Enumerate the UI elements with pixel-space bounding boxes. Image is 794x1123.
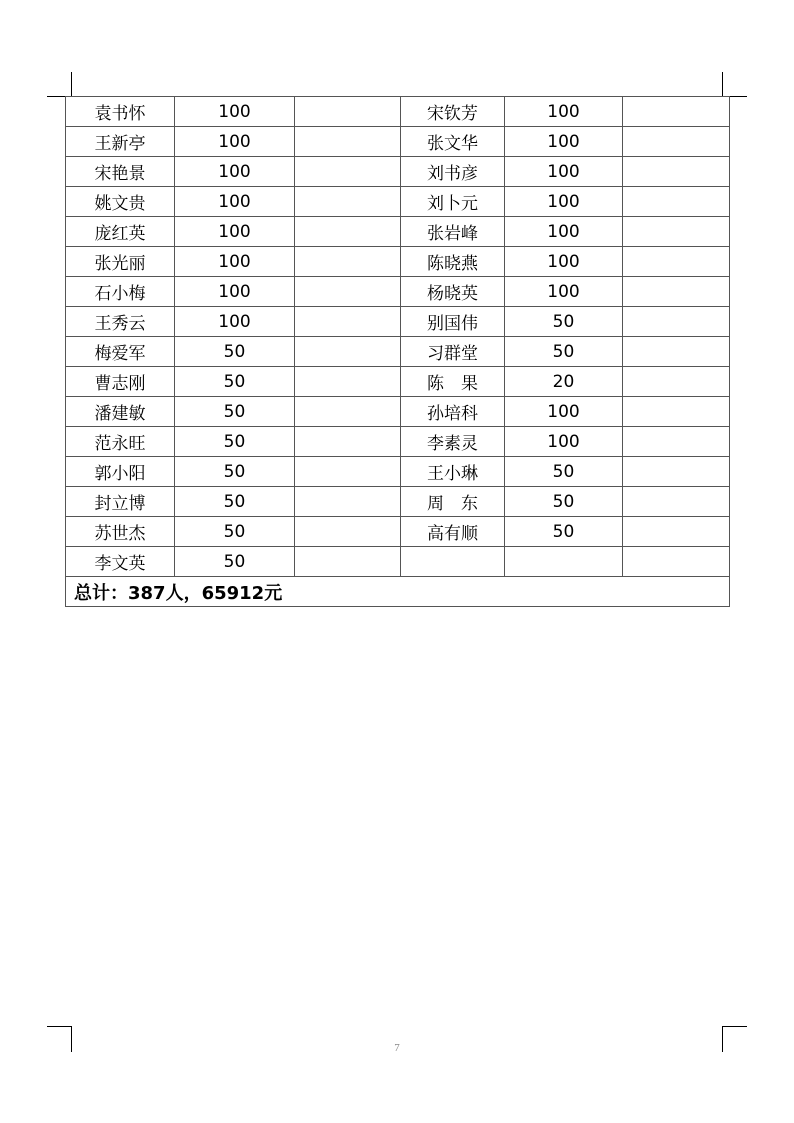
- right-note-cell: [623, 367, 730, 397]
- right-amount-cell: 100: [505, 427, 623, 457]
- left-amount-cell: 100: [175, 247, 295, 277]
- left-name-cell: 苏世杰: [66, 517, 175, 547]
- right-name-cell: 孙培科: [401, 397, 505, 427]
- right-name-cell: 周 东: [401, 487, 505, 517]
- left-note-cell: [295, 247, 401, 277]
- left-amount-cell: 50: [175, 367, 295, 397]
- left-name-cell: 袁书怀: [66, 97, 175, 127]
- table-row: [66, 247, 730, 277]
- table-row: [66, 547, 730, 577]
- left-name-cell: 庞红英: [66, 217, 175, 247]
- left-name-cell: 李文英: [66, 547, 175, 577]
- donation-table-body: [66, 97, 730, 577]
- table-row: [66, 127, 730, 157]
- right-note-cell: [623, 97, 730, 127]
- table-row: [66, 427, 730, 457]
- left-name-cell: 姚文贵: [66, 187, 175, 217]
- table-row: [66, 187, 730, 217]
- right-note-cell: [623, 127, 730, 157]
- right-amount-cell: 50: [505, 307, 623, 337]
- left-name-cell: 张光丽: [66, 247, 175, 277]
- right-name-cell: 刘卜元: [401, 187, 505, 217]
- right-name-cell: 陈晓燕: [401, 247, 505, 277]
- left-note-cell: [295, 127, 401, 157]
- left-note-cell: [295, 337, 401, 367]
- right-note-cell: [623, 337, 730, 367]
- donation-table: [65, 96, 730, 607]
- left-amount-cell: 100: [175, 307, 295, 337]
- left-note-cell: [295, 517, 401, 547]
- crop-mark-bottom-right-horizontal: [723, 1026, 747, 1027]
- left-name-cell: 封立博: [66, 487, 175, 517]
- left-name-cell: 范永旺: [66, 427, 175, 457]
- right-amount-cell: 100: [505, 247, 623, 277]
- left-name-cell: 潘建敏: [66, 397, 175, 427]
- right-amount-cell: 50: [505, 457, 623, 487]
- left-name-cell: 郭小阳: [66, 457, 175, 487]
- right-note-cell: [623, 457, 730, 487]
- right-note-cell: [623, 247, 730, 277]
- left-note-cell: [295, 97, 401, 127]
- left-name-cell: 王新亭: [66, 127, 175, 157]
- right-note-cell: [623, 307, 730, 337]
- left-amount-cell: 50: [175, 487, 295, 517]
- left-note-cell: [295, 217, 401, 247]
- right-name-cell: 宋钦芳: [401, 97, 505, 127]
- right-note-cell: [623, 517, 730, 547]
- right-name-cell: [401, 547, 505, 577]
- table-row: [66, 217, 730, 247]
- right-amount-cell: 20: [505, 367, 623, 397]
- left-note-cell: [295, 307, 401, 337]
- right-amount-cell: 100: [505, 187, 623, 217]
- crop-mark-top-left-vertical: [71, 72, 72, 96]
- right-amount-cell: [505, 547, 623, 577]
- right-name-cell: 李素灵: [401, 427, 505, 457]
- left-note-cell: [295, 157, 401, 187]
- left-amount-cell: 50: [175, 397, 295, 427]
- right-name-cell: 刘书彦: [401, 157, 505, 187]
- left-amount-cell: 100: [175, 157, 295, 187]
- right-note-cell: [623, 217, 730, 247]
- left-note-cell: [295, 367, 401, 397]
- left-amount-cell: 100: [175, 187, 295, 217]
- left-amount-cell: 100: [175, 217, 295, 247]
- left-amount-cell: 50: [175, 427, 295, 457]
- crop-mark-bottom-left-horizontal: [47, 1026, 71, 1027]
- table-row: [66, 307, 730, 337]
- right-name-cell: 高有顺: [401, 517, 505, 547]
- left-name-cell: 曹志刚: [66, 367, 175, 397]
- right-amount-cell: 100: [505, 97, 623, 127]
- right-note-cell: [623, 157, 730, 187]
- right-note-cell: [623, 397, 730, 427]
- total-row: [66, 577, 730, 607]
- right-name-cell: 习群堂: [401, 337, 505, 367]
- table-row: [66, 367, 730, 397]
- total-summary: 总计：387人，65912元: [66, 577, 730, 607]
- left-amount-cell: 50: [175, 517, 295, 547]
- crop-mark-top-right-vertical: [722, 72, 723, 96]
- right-amount-cell: 100: [505, 217, 623, 247]
- right-note-cell: [623, 187, 730, 217]
- right-amount-cell: 50: [505, 517, 623, 547]
- right-amount-cell: 100: [505, 397, 623, 427]
- left-note-cell: [295, 547, 401, 577]
- right-name-cell: 张文华: [401, 127, 505, 157]
- left-amount-cell: 50: [175, 457, 295, 487]
- right-note-cell: [623, 547, 730, 577]
- table-row: [66, 337, 730, 367]
- right-amount-cell: 50: [505, 337, 623, 367]
- left-note-cell: [295, 187, 401, 217]
- table-row: [66, 457, 730, 487]
- right-name-cell: 陈 果: [401, 367, 505, 397]
- left-note-cell: [295, 427, 401, 457]
- left-amount-cell: 100: [175, 97, 295, 127]
- right-note-cell: [623, 487, 730, 517]
- left-note-cell: [295, 487, 401, 517]
- left-name-cell: 王秀云: [66, 307, 175, 337]
- right-name-cell: 杨晓英: [401, 277, 505, 307]
- right-amount-cell: 50: [505, 487, 623, 517]
- right-note-cell: [623, 427, 730, 457]
- left-amount-cell: 100: [175, 127, 295, 157]
- right-name-cell: 王小琳: [401, 457, 505, 487]
- table-row: [66, 157, 730, 187]
- right-amount-cell: 100: [505, 127, 623, 157]
- table-row: [66, 397, 730, 427]
- left-name-cell: 梅爱军: [66, 337, 175, 367]
- table-row: [66, 517, 730, 547]
- right-note-cell: [623, 277, 730, 307]
- left-name-cell: 石小梅: [66, 277, 175, 307]
- table-row: [66, 487, 730, 517]
- right-name-cell: 张岩峰: [401, 217, 505, 247]
- right-name-cell: 别国伟: [401, 307, 505, 337]
- left-amount-cell: 50: [175, 547, 295, 577]
- left-name-cell: 宋艳景: [66, 157, 175, 187]
- table-row: [66, 277, 730, 307]
- left-amount-cell: 100: [175, 277, 295, 307]
- right-amount-cell: 100: [505, 157, 623, 187]
- right-amount-cell: 100: [505, 277, 623, 307]
- left-note-cell: [295, 397, 401, 427]
- table-row: [66, 97, 730, 127]
- left-note-cell: [295, 277, 401, 307]
- left-amount-cell: 50: [175, 337, 295, 367]
- page-number: 7: [394, 1042, 400, 1054]
- left-note-cell: [295, 457, 401, 487]
